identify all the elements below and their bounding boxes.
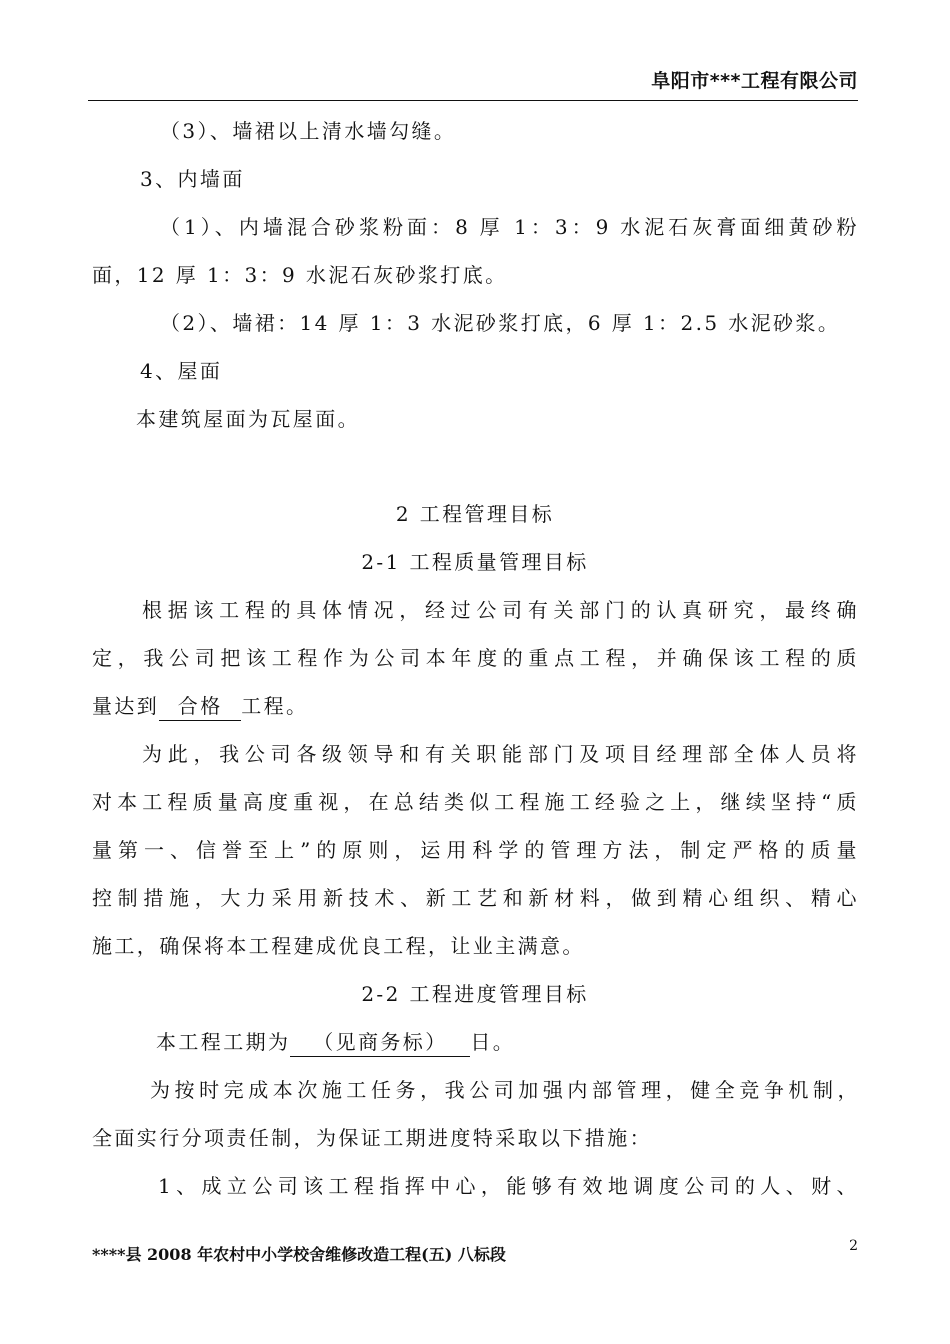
section-title: 2 工程管理目标 — [395, 502, 555, 526]
section-heading-interior-wall: 3、内墙面 — [140, 167, 245, 191]
paragraph-line — [92, 692, 308, 721]
paragraph-line: 全面实行分项责任制，为保证工期进度特采取以下措施： — [92, 1126, 652, 1150]
paragraph-line: 量第一、信誉至上”的原则，运用科学的管理方法，制定严格的质量 — [92, 838, 858, 862]
quality-target-field: 合格 — [159, 692, 241, 721]
quality-label: 量达到 — [92, 694, 160, 718]
section-heading-roof: 4、屋面 — [140, 359, 223, 383]
page-number: 2 — [849, 1238, 858, 1254]
schedule-suffix: 日。 — [470, 1030, 516, 1054]
paragraph-line: 1、成立公司该工程指挥中心，能够有效地调度公司的人、财、 — [158, 1174, 858, 1198]
paragraph-line: 施工，确保将本工程建成优良工程，让业主满意。 — [92, 934, 585, 958]
paragraph-line: 对本工程质量高度重视，在总结类似工程施工经验之上，继续坚持“质 — [92, 790, 858, 814]
paragraph-line: 控制措施，大力采用新技术、新工艺和新材料，做到精心组织、精心 — [92, 886, 858, 910]
schedule-label: 本工程工期为 — [156, 1030, 291, 1054]
paragraph-line: 为此，我公司各级领导和有关职能部门及项目经理部全体人员将 — [142, 742, 858, 766]
header-rule — [88, 100, 858, 101]
subsection-title-schedule: 2-2 工程进度管理目标 — [361, 982, 589, 1006]
paragraph-line: 定，我公司把该工程作为公司本年度的重点工程，并确保该工程的质 — [92, 646, 858, 670]
text-line: 本建筑屋面为瓦屋面。 — [136, 407, 360, 431]
footer-project: ****县 2008 年农村中小学校舍维修改造工程(五) 八标段 — [92, 1245, 506, 1264]
text-line: （2）、墙裙：14 厚 1：3 水泥砂浆打底，6 厚 1：2.5 水泥砂浆。 — [160, 311, 841, 335]
paragraph-line — [156, 1028, 515, 1057]
text-line: （1）、内墙混合砂浆粉面：8 厚 1：3：9 水泥石灰膏面细黄砂粉 — [160, 215, 858, 239]
paragraph-line: 根据该工程的具体情况，经过公司有关部门的认真研究，最终确 — [142, 598, 858, 622]
paragraph-line: 为按时完成本次施工任务，我公司加强内部管理，健全竞争机制， — [150, 1078, 858, 1102]
text-line: （3）、墙裙以上清水墙勾缝。 — [160, 119, 457, 143]
subsection-title-quality: 2-1 工程质量管理目标 — [361, 550, 589, 574]
schedule-duration-field: （见商务标） — [290, 1028, 470, 1057]
quality-suffix: 工程。 — [241, 694, 309, 718]
text-line: 面，12 厚 1：3：9 水泥石灰砂浆打底。 — [92, 263, 508, 287]
header-company: 阜阳市***工程有限公司 — [651, 70, 858, 92]
